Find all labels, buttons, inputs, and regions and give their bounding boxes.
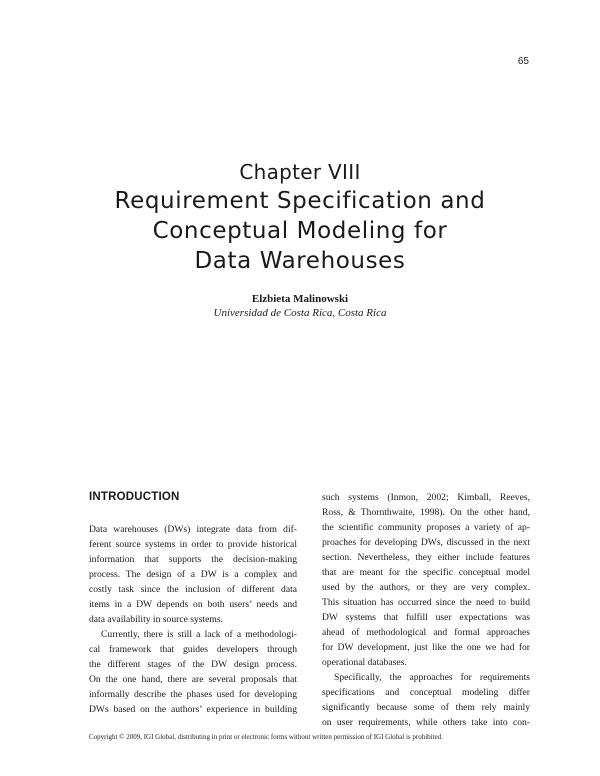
- paragraph: [322, 670, 530, 730]
- copyright-notice: Copyright © 2009, IGI Global, distributing in print or electronic forms without written permission of IGI Global is prohibited.: [89, 733, 443, 741]
- page-number: 65: [517, 56, 529, 67]
- text-line: items in a DW depends on both users’ needs and: [89, 599, 297, 610]
- chapter-title: [0, 186, 600, 276]
- chapter-header: [0, 160, 600, 276]
- paragraph: [89, 627, 297, 717]
- chapter-title-line: Conceptual Modeling for: [152, 218, 448, 244]
- text-line: cal framework that guides developers through: [89, 644, 297, 655]
- text-line: information that supports the decision-making: [89, 554, 297, 565]
- text-line: DW systems that fulfill user expectations was: [322, 612, 530, 623]
- author-affiliation: Universidad de Costa Rica, Costa Rica: [213, 307, 387, 319]
- text-line: informally describe the phases used for developing: [89, 689, 297, 700]
- text-line: the scientific community proposes a variety of ap-: [322, 522, 530, 533]
- paragraph: [322, 490, 530, 670]
- author-name: Elzbieta Malinowski: [251, 293, 349, 305]
- text-line: On the one hand, there are several proposals that: [89, 674, 297, 685]
- chapter-label: Chapter VIII: [239, 160, 361, 184]
- text-line: This situation has occurred since the need to build: [322, 597, 530, 608]
- text-line: section. Nevertheless, they either include features: [322, 552, 530, 563]
- text-line: significantly because some of them rely mainly: [322, 702, 530, 713]
- text-line: ferent source systems in order to provide historical: [89, 539, 297, 550]
- text-line: for DW development, just like the one we had for: [322, 642, 530, 653]
- chapter-title-line: Data Warehouses: [194, 248, 406, 274]
- text-line: on user requirements, while others take into con-: [322, 717, 530, 728]
- text-line: Data warehouses (DWs) integrate data from dif-: [89, 524, 297, 535]
- text-line: ahead of methodological and formal approaches: [322, 627, 530, 638]
- right-column: [322, 490, 530, 730]
- text-line: operational databases.: [322, 657, 407, 668]
- text-line: data availability in source systems.: [89, 614, 224, 625]
- text-line: that are meant for the specific conceptual model: [322, 567, 530, 578]
- text-line: Specifically, the approaches for requirements: [334, 672, 530, 683]
- text-line: DWs based on the authors’ experience in building: [89, 704, 297, 715]
- paragraph: [89, 522, 297, 627]
- text-line: the different stages of the DW design process.: [89, 659, 297, 670]
- section-heading: INTRODUCTION: [89, 491, 180, 503]
- text-line: process. The design of a DW is a complex and: [89, 569, 297, 580]
- text-line: such systems (Inmon, 2002; Kimball, Reeves,: [322, 492, 530, 503]
- text-line: Ross, & Thornthwaite, 1998). On the other hand,: [322, 507, 530, 518]
- chapter-title-line: Requirement Specification and: [114, 188, 486, 214]
- author-block: [0, 292, 600, 320]
- text-line: Currently, there is still a lack of a methodologi-: [101, 629, 297, 640]
- left-column: [89, 490, 297, 717]
- text-line: proaches for developing DWs, discussed in the next: [322, 537, 530, 548]
- text-line: costly task since the inclusion of different data: [89, 584, 297, 595]
- text-line: specifications and conceptual modeling differ: [322, 687, 530, 698]
- text-line: used by the authors, or they are very complex.: [322, 582, 530, 593]
